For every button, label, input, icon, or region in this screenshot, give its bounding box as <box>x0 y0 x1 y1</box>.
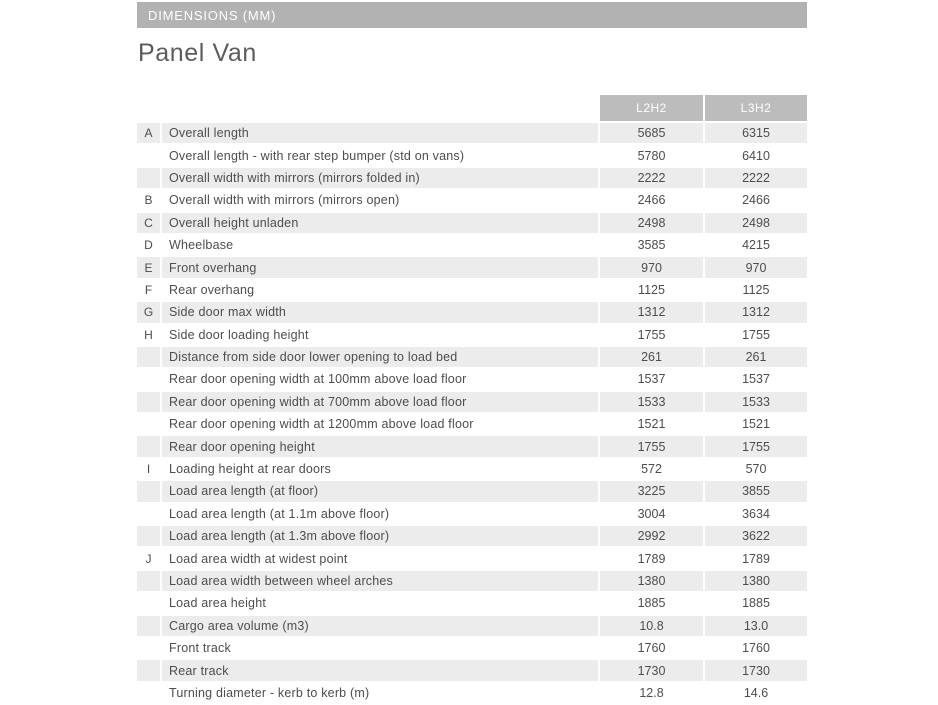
row-label: Distance from side door lower opening to load bed <box>162 347 598 367</box>
section-header-bar <box>137 2 807 28</box>
row-label: Load area length (at 1.3m above floor) <box>162 526 598 546</box>
row-label: Overall length - with rear step bumper (std on vans) <box>162 145 598 165</box>
row-value-l2h2: 5685 <box>600 123 703 143</box>
row-value-l3h2: 3634 <box>705 504 807 524</box>
row-letter <box>137 347 160 367</box>
row-value-l2h2: 2992 <box>600 526 703 546</box>
table-row <box>137 414 807 434</box>
table-row <box>137 683 807 703</box>
row-value-l3h2: 261 <box>705 347 807 367</box>
row-label: Side door max width <box>162 302 598 322</box>
row-letter: B <box>137 190 160 210</box>
row-label: Load area height <box>162 593 598 613</box>
table-row <box>137 280 807 300</box>
row-label: Front overhang <box>162 257 598 277</box>
row-value-l3h2: 1533 <box>705 392 807 412</box>
row-letter <box>137 481 160 501</box>
row-value-l3h2: 1380 <box>705 571 807 591</box>
column-header-l3h2: L3H2 <box>705 95 807 121</box>
row-value-l3h2: 6410 <box>705 145 807 165</box>
dimensions-table <box>137 95 807 705</box>
row-value-l2h2: 1533 <box>600 392 703 412</box>
row-letter <box>137 683 160 703</box>
row-value-l2h2: 572 <box>600 459 703 479</box>
row-value-l2h2: 970 <box>600 257 703 277</box>
table-row <box>137 168 807 188</box>
row-letter <box>137 526 160 546</box>
row-letter: G <box>137 302 160 322</box>
row-letter: I <box>137 459 160 479</box>
table-row <box>137 436 807 456</box>
row-value-l3h2: 970 <box>705 257 807 277</box>
section-header-label: DIMENSIONS (MM) <box>148 8 277 23</box>
column-header-l2h2: L2H2 <box>600 95 703 121</box>
row-label: Load area width between wheel arches <box>162 571 598 591</box>
row-value-l3h2: 3855 <box>705 481 807 501</box>
row-letter <box>137 414 160 434</box>
table-row <box>137 257 807 277</box>
row-letter: H <box>137 325 160 345</box>
row-label: Overall width with mirrors (mirrors folded in) <box>162 168 598 188</box>
row-letter: A <box>137 123 160 143</box>
row-letter: C <box>137 213 160 233</box>
row-letter <box>137 660 160 680</box>
table-body <box>137 123 807 703</box>
row-label: Loading height at rear doors <box>162 459 598 479</box>
row-value-l2h2: 12.8 <box>600 683 703 703</box>
row-label: Load area length (at floor) <box>162 481 598 501</box>
row-value-l2h2: 2222 <box>600 168 703 188</box>
header-spacer <box>137 95 598 121</box>
row-letter: E <box>137 257 160 277</box>
row-value-l2h2: 1312 <box>600 302 703 322</box>
table-row <box>137 616 807 636</box>
row-value-l3h2: 1755 <box>705 325 807 345</box>
row-value-l3h2: 14.6 <box>705 683 807 703</box>
row-value-l2h2: 261 <box>600 347 703 367</box>
row-value-l2h2: 2498 <box>600 213 703 233</box>
row-letter <box>137 593 160 613</box>
row-value-l2h2: 3585 <box>600 235 703 255</box>
row-label: Front track <box>162 638 598 658</box>
row-letter: J <box>137 548 160 568</box>
row-label: Rear door opening width at 100mm above load floor <box>162 369 598 389</box>
table-row <box>137 593 807 613</box>
row-value-l3h2: 1755 <box>705 436 807 456</box>
row-letter <box>137 436 160 456</box>
table-row <box>137 235 807 255</box>
table-row <box>137 302 807 322</box>
row-value-l3h2: 1312 <box>705 302 807 322</box>
page-title: Panel Van <box>138 39 257 67</box>
row-label: Overall width with mirrors (mirrors open) <box>162 190 598 210</box>
table-row <box>137 123 807 143</box>
row-value-l3h2: 4215 <box>705 235 807 255</box>
row-label: Load area width at widest point <box>162 548 598 568</box>
row-letter <box>137 638 160 658</box>
table-row <box>137 571 807 591</box>
row-letter: D <box>137 235 160 255</box>
row-value-l3h2: 1521 <box>705 414 807 434</box>
row-value-l3h2: 2466 <box>705 190 807 210</box>
row-value-l2h2: 2466 <box>600 190 703 210</box>
row-letter <box>137 571 160 591</box>
table-row <box>137 190 807 210</box>
row-letter <box>137 168 160 188</box>
row-value-l3h2: 1760 <box>705 638 807 658</box>
row-label: Wheelbase <box>162 235 598 255</box>
row-letter: F <box>137 280 160 300</box>
row-value-l3h2: 3622 <box>705 526 807 546</box>
row-value-l2h2: 1789 <box>600 548 703 568</box>
row-value-l3h2: 1730 <box>705 660 807 680</box>
row-value-l2h2: 1760 <box>600 638 703 658</box>
row-value-l3h2: 1885 <box>705 593 807 613</box>
row-letter <box>137 616 160 636</box>
row-label: Rear door opening height <box>162 436 598 456</box>
table-row <box>137 325 807 345</box>
table-row <box>137 213 807 233</box>
row-value-l3h2: 2498 <box>705 213 807 233</box>
row-label: Rear overhang <box>162 280 598 300</box>
table-row <box>137 392 807 412</box>
row-value-l3h2: 1789 <box>705 548 807 568</box>
row-label: Side door loading height <box>162 325 598 345</box>
row-value-l2h2: 1380 <box>600 571 703 591</box>
row-value-l2h2: 1755 <box>600 325 703 345</box>
row-value-l2h2: 1730 <box>600 660 703 680</box>
row-value-l3h2: 2222 <box>705 168 807 188</box>
row-label: Rear door opening width at 700mm above load floor <box>162 392 598 412</box>
table-row <box>137 369 807 389</box>
row-value-l3h2: 13.0 <box>705 616 807 636</box>
table-row <box>137 459 807 479</box>
row-letter <box>137 369 160 389</box>
spec-page <box>137 0 807 704</box>
table-row <box>137 660 807 680</box>
row-label: Load area length (at 1.1m above floor) <box>162 504 598 524</box>
row-value-l2h2: 1521 <box>600 414 703 434</box>
row-value-l2h2: 1885 <box>600 593 703 613</box>
table-row <box>137 145 807 165</box>
row-value-l2h2: 10.8 <box>600 616 703 636</box>
row-value-l2h2: 5780 <box>600 145 703 165</box>
table-row <box>137 347 807 367</box>
row-label: Overall height unladen <box>162 213 598 233</box>
row-value-l2h2: 1755 <box>600 436 703 456</box>
row-value-l3h2: 1125 <box>705 280 807 300</box>
row-value-l3h2: 570 <box>705 459 807 479</box>
table-header-row <box>137 95 807 121</box>
row-label: Rear track <box>162 660 598 680</box>
table-row <box>137 638 807 658</box>
row-value-l2h2: 1537 <box>600 369 703 389</box>
row-label: Overall length <box>162 123 598 143</box>
row-letter <box>137 145 160 165</box>
row-label: Turning diameter - kerb to kerb (m) <box>162 683 598 703</box>
row-letter <box>137 504 160 524</box>
row-label: Cargo area volume (m3) <box>162 616 598 636</box>
row-value-l2h2: 3004 <box>600 504 703 524</box>
table-row <box>137 526 807 546</box>
row-value-l3h2: 1537 <box>705 369 807 389</box>
table-row <box>137 504 807 524</box>
row-label: Rear door opening width at 1200mm above load floor <box>162 414 598 434</box>
row-value-l2h2: 3225 <box>600 481 703 501</box>
row-letter <box>137 392 160 412</box>
table-row <box>137 481 807 501</box>
row-value-l2h2: 1125 <box>600 280 703 300</box>
table-row <box>137 548 807 568</box>
row-value-l3h2: 6315 <box>705 123 807 143</box>
